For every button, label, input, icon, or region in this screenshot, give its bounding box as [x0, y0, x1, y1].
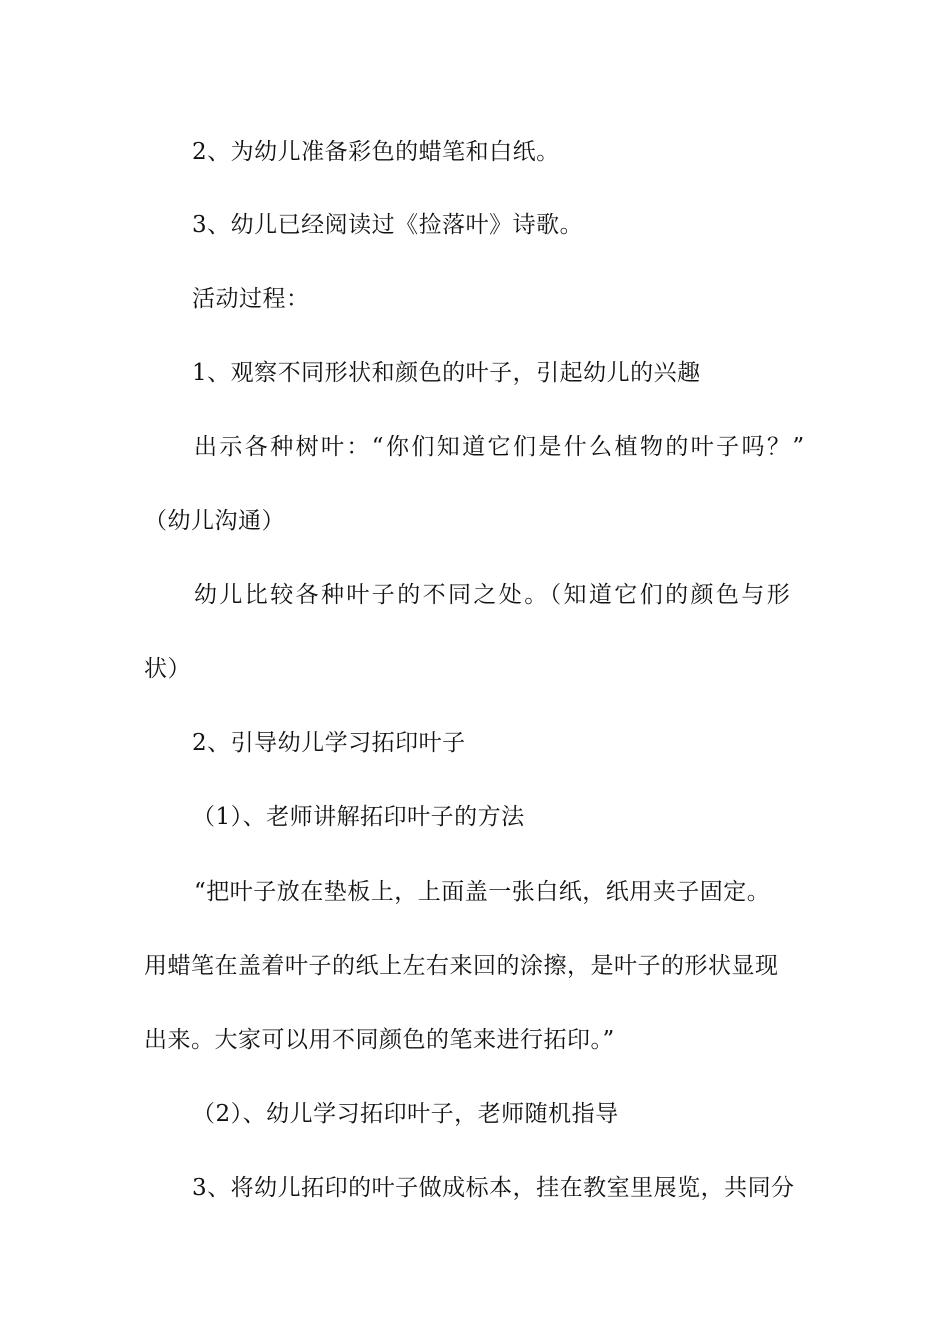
text-line: 3、将幼儿拓印的叶子做成标本，挂在教室里展览，共同分 — [192, 1175, 795, 1201]
text-line: “把叶子放在垫板上，上面盖一张白纸，纸用夹子固定。 — [194, 879, 771, 905]
text-line: 1、观察不同形状和颜色的叶子，引起幼儿的兴趣 — [192, 360, 701, 386]
text-line: 活动过程： — [192, 286, 310, 312]
text-line: 出来。大家可以用不同颜色的笔来进行拓印。” — [144, 1027, 615, 1053]
text-line: 3、幼儿已经阅读过《捡落叶》诗歌。 — [192, 212, 584, 238]
text-line: （1）、老师讲解拓印叶子的方法 — [192, 804, 525, 830]
text-line: （幼儿沟通） — [144, 508, 285, 534]
text-line: 幼儿比较各种叶子的不同之处。（知道它们的颜色与形 — [194, 582, 793, 608]
text-line: 状） — [144, 656, 191, 682]
text-line: 用蜡笔在盖着叶子的纸上左右来回的涂擦，是叶子的形状显现 — [144, 953, 779, 979]
text-line: 2、为幼儿准备彩色的蜡笔和白纸。 — [192, 139, 560, 165]
text-line: 2、引导幼儿学习拓印叶子 — [192, 730, 466, 756]
text-line: （2）、幼儿学习拓印叶子，老师随机指导 — [192, 1101, 619, 1127]
text-line: 出示各种树叶：“你们知道它们是什么植物的叶子吗？” — [194, 434, 807, 460]
